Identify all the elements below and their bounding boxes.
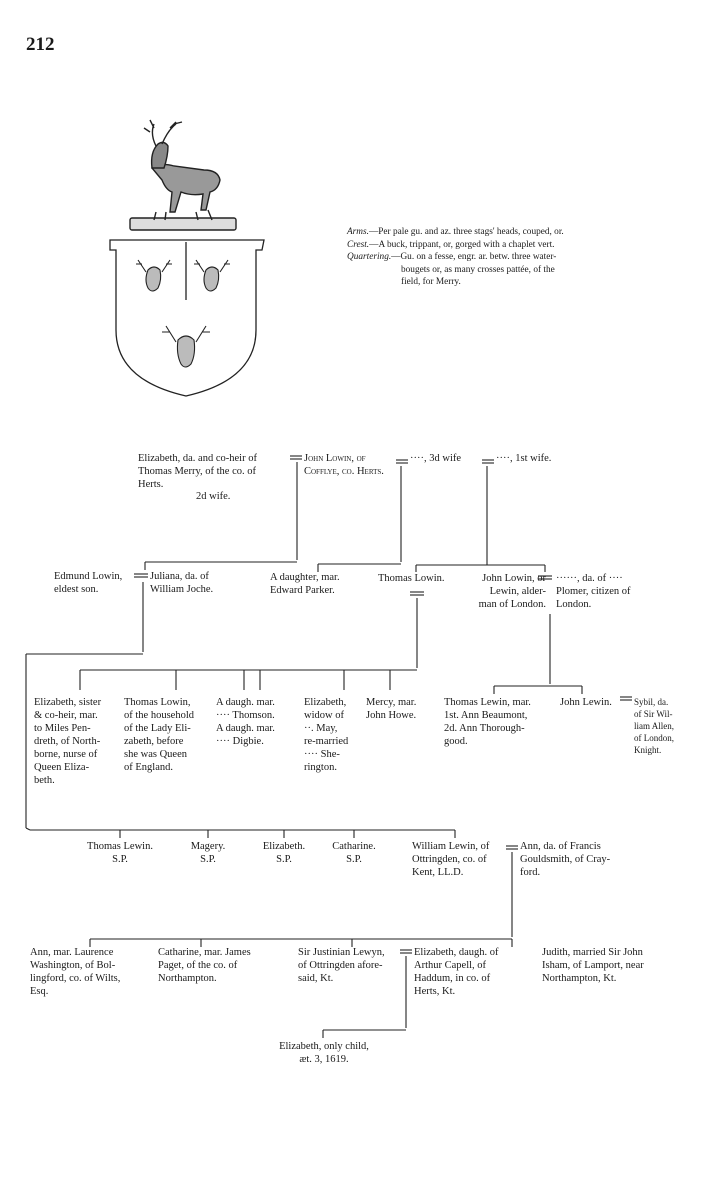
crest-label: Crest. <box>347 239 370 250</box>
person-catharine-sp: Catharine. S.P. <box>332 841 376 865</box>
person-john-lowin-alderman: John Lowin, or Lewin, alder- man of London. <box>478 573 546 610</box>
person-william-lewin: William Lewin, of Ottringden, co. of Kent, LL.D. <box>412 841 490 878</box>
person-elizabeth-only-child: Elizabeth, only child, æt. 3, 1619. <box>279 1041 369 1065</box>
quartering-line-2: bougets or, as many crosses pattée, of the <box>401 264 555 275</box>
person-john-lewin: John Lewin. <box>560 697 612 708</box>
crest-text: —A buck, trippant, or, gorged with a chaplet vert. <box>369 239 555 250</box>
person-juliana: Juliana, da. of William Joche. <box>150 571 214 595</box>
person-catharine-paget: Catharine, mar. James Paget, of the co. of Northampton. <box>158 947 251 984</box>
person-thomas-household: Thomas Lowin, of the household of the Lady Eli- zabeth, before she was Queen of England. <box>124 697 194 773</box>
person-daughter-parker: A daughter, mar. Edward Parker. <box>270 572 340 596</box>
person-justinian-lewyn: Sir Justinian Lewyn, of Ottringden afore- said, Kt. <box>298 947 385 984</box>
person-thomas-lewin-sp: Thomas Lewin. S.P. <box>87 841 153 865</box>
person-magery: Magery. S.P. <box>190 841 226 865</box>
person-john-lowin: John Lowin, of Cofflye, co. Herts. <box>304 453 384 477</box>
person-elizabeth-merry: Elizabeth, da. and co-heir of Thomas Merry, of the co. of Herts. <box>138 453 257 490</box>
person-sybil: Sybil, da. of Sir Wil- liam Allen, of London, Knight. <box>634 697 674 755</box>
arms-label: Arms. <box>347 227 369 237</box>
arms-text: —Per pale gu. and az. three stags' heads, couped, or. <box>368 227 564 237</box>
person-plomer: ······, da. of ···· Plomer, citizen of London. <box>556 573 631 610</box>
person-elizabeth-widow: Elizabeth, widow of ··. May, re-married ···· She- rington. <box>304 697 349 773</box>
person-elizabeth-pendreth: Elizabeth, sister & co-heir, mar. to Miles Pen- dreth, of North- borne, nurse of Queen Eliza- beth. <box>34 697 102 786</box>
person-thomas-lewin: Thomas Lewin, mar. 1st. Ann Beaumont, 2d. Ann Thorough- good. <box>444 697 531 747</box>
quartering-label: Quartering. <box>347 252 392 263</box>
quartering-text: —Gu. on a fesse, engr. ar. betw. three water- <box>391 252 557 263</box>
person-ann-washington: Ann, mar. Laurence Washington, of Bol- lingford, co. of Wilts, Esq. <box>30 947 121 997</box>
person-first-wife: ····, 1st wife. <box>496 453 552 464</box>
person-mercy: Mercy, mar. John Howe. <box>366 697 417 721</box>
person-edmund-lowin: Edmund Lowin, eldest son. <box>54 571 123 595</box>
quartering-line-3: field, for Merry. <box>401 277 461 288</box>
person-elizabeth-sp: Elizabeth. S.P. <box>262 841 306 865</box>
person-judith: Judith, married Sir John Isham, of Lamport, near Northampton, Kt. <box>542 947 644 984</box>
person-elizabeth-merry-role: 2d wife. <box>196 491 231 502</box>
person-elizabeth-capell: Elizabeth, daugh. of Arthur Capell, of Haddum, in co. of Herts, Kt. <box>414 947 499 997</box>
person-thomas-lowin: Thomas Lowin. <box>378 573 445 584</box>
page-number: 212 <box>26 34 55 55</box>
person-daughters-thomson-digbie: A daugh. mar. ···· Thomson. A daugh. mar. ···· Digbie. <box>216 697 275 747</box>
person-ann-gouldsmith: Ann, da. of Francis Gouldsmith, of Cray- ford. <box>520 841 611 878</box>
person-third-wife: ····, 3d wife <box>410 453 462 464</box>
